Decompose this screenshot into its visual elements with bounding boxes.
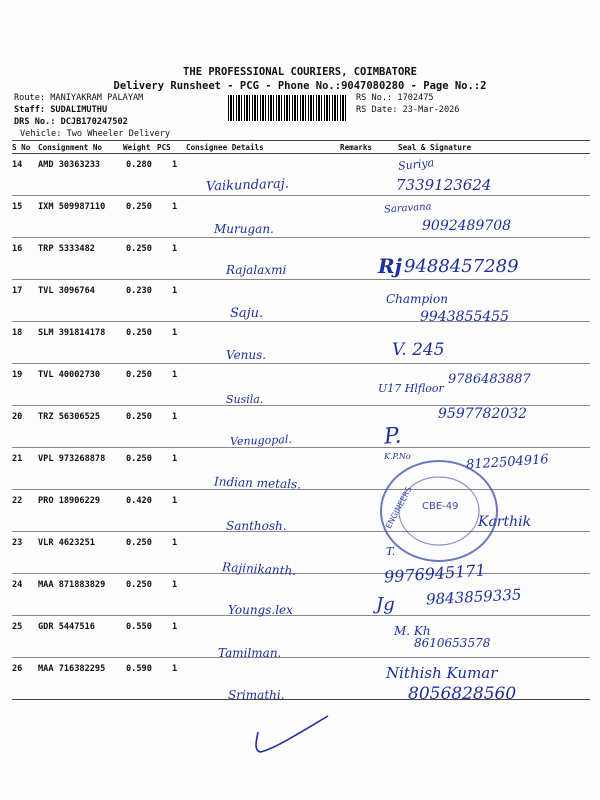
table-row xyxy=(12,532,590,574)
row-pcs: 1 xyxy=(172,244,178,254)
row-pcs: 1 xyxy=(172,412,178,422)
consignee-name: Tamilman. xyxy=(218,646,282,660)
row-weight: 0.280 xyxy=(126,160,152,170)
rubber-stamp xyxy=(376,456,502,566)
row-consignment: VLR 4623251 xyxy=(38,538,95,548)
row-sno: 25 xyxy=(12,622,23,632)
col-seal-signature: Seal & Signature xyxy=(398,143,472,152)
recipient-signature: Karthik xyxy=(478,514,532,530)
col-sno: S No xyxy=(12,143,31,152)
row-consignment: TRP 5333482 xyxy=(38,244,95,254)
row-sno: 24 xyxy=(12,580,23,590)
recipient-phone: 8122504916 xyxy=(465,452,550,473)
consignee-name: Rajinikanth. xyxy=(221,560,297,578)
row-weight: 0.420 xyxy=(126,496,152,506)
recipient-phone: 9843859335 xyxy=(425,585,522,609)
row-weight: 0.250 xyxy=(126,202,152,212)
row-consignment: MAA 871883829 xyxy=(38,580,106,590)
row-weight: 0.250 xyxy=(126,244,152,254)
row-pcs: 1 xyxy=(172,538,178,548)
runsheet-subtitle: Delivery Runsheet - PCG - Phone No.:9047080280 - Page No.:2 xyxy=(113,80,487,92)
row-pcs: 1 xyxy=(172,328,178,338)
row-weight: 0.250 xyxy=(126,412,152,422)
row-consignment: SLM 391814178 xyxy=(38,328,106,338)
row-sno: 19 xyxy=(12,370,23,380)
col-weight: Weight xyxy=(123,143,151,152)
recipient-signature: Suriya xyxy=(397,156,435,173)
recipient-signature: K.P.No xyxy=(384,452,411,461)
row-consignment: GDR 5447516 xyxy=(38,622,95,632)
recipient-signature: Rj xyxy=(378,254,402,278)
row-pcs: 1 xyxy=(172,370,178,380)
row-weight: 0.250 xyxy=(126,370,152,380)
drs-label: DRS No.: DCJB170247502 xyxy=(14,117,128,127)
consignee-name: Srimathi. xyxy=(228,688,285,702)
route-label: Route: MANIYAKRAM PALAYAM xyxy=(14,93,144,103)
page-end-scribble xyxy=(228,712,338,756)
row-sno: 26 xyxy=(12,664,23,674)
row-weight: 0.250 xyxy=(126,538,152,548)
col-remarks: Remarks xyxy=(340,143,373,152)
recipient-signature: P. xyxy=(383,423,403,450)
recipient-phone: 9092489708 xyxy=(422,218,512,234)
row-sno: 22 xyxy=(12,496,23,506)
consignee-name: Rajalaxmi xyxy=(226,263,287,277)
stamp-center-text: CBE-49 xyxy=(422,501,459,512)
consignee-name: Susila. xyxy=(226,393,264,406)
barcode xyxy=(228,95,348,121)
row-consignment: TRZ 56306525 xyxy=(38,412,101,422)
recipient-signature: M. Kh xyxy=(394,624,431,638)
recipient-signature: Jg xyxy=(376,594,395,615)
consignee-name: Indian metals. xyxy=(213,474,302,492)
recipient-signature: T. xyxy=(386,545,396,558)
row-weight: 0.590 xyxy=(126,664,152,674)
consignee-name: Santhosh. xyxy=(226,519,287,533)
runsheet-title: THE PROFESSIONAL COURIERS, COIMBATORE xyxy=(183,66,417,78)
row-pcs: 1 xyxy=(172,622,178,632)
consignee-name: Venus. xyxy=(226,348,267,362)
staff-label: Staff: SUDALIMUTHU xyxy=(14,105,108,115)
row-sno: 15 xyxy=(12,202,23,212)
recipient-signature: Saravana xyxy=(383,201,432,216)
recipient-phone: 9786483887 xyxy=(448,372,531,387)
recipient-phone: 9943855455 xyxy=(420,309,510,325)
row-weight: 0.230 xyxy=(126,286,152,296)
row-consignment: VPL 973268878 xyxy=(38,454,106,464)
row-sno: 18 xyxy=(12,328,23,338)
row-sno: 16 xyxy=(12,244,23,254)
row-sno: 23 xyxy=(12,538,23,548)
vehicle-label: Vehicle: Two Wheeler Delivery xyxy=(20,129,171,139)
row-pcs: 1 xyxy=(172,202,178,212)
recipient-signature: Nithish Kumar xyxy=(386,664,498,682)
row-weight: 0.250 xyxy=(126,454,152,464)
row-sno: 14 xyxy=(12,160,23,170)
recipient-phone: 9488457289 xyxy=(404,256,519,277)
row-consignment: PRO 18906229 xyxy=(38,496,101,506)
row-sno: 21 xyxy=(12,454,23,464)
row-pcs: 1 xyxy=(172,580,178,590)
table-row xyxy=(12,616,590,658)
recipient-phone: 8610653578 xyxy=(414,636,491,650)
recipient-phone: 9976945171 xyxy=(383,560,487,587)
row-consignment: TVL 40002730 xyxy=(38,370,101,380)
recipient-signature: V. 245 xyxy=(392,340,445,360)
row-sno: 20 xyxy=(12,412,23,422)
table-row xyxy=(12,154,590,196)
row-consignment: MAA 716382295 xyxy=(38,664,106,674)
consignee-name: Murugan. xyxy=(214,222,274,236)
row-weight: 0.250 xyxy=(126,580,152,590)
consignee-name: Saju. xyxy=(230,306,264,321)
recipient-phone: 9597782032 xyxy=(438,406,528,422)
row-weight: 0.550 xyxy=(126,622,152,632)
recipient-signature: U17 Hlfloor xyxy=(378,382,444,395)
row-pcs: 1 xyxy=(172,286,178,296)
col-consignee-details: Consignee Details xyxy=(186,143,264,152)
consignee-name: Venugopal. xyxy=(229,432,293,449)
row-pcs: 1 xyxy=(172,160,178,170)
row-pcs: 1 xyxy=(172,454,178,464)
col-pcs: PCS xyxy=(157,143,171,152)
row-sno: 17 xyxy=(12,286,23,296)
row-pcs: 1 xyxy=(172,664,178,674)
recipient-phone: 7339123624 xyxy=(396,176,492,194)
recipient-signature: Champion xyxy=(386,292,448,306)
row-pcs: 1 xyxy=(172,496,178,506)
table-top-border xyxy=(12,140,590,141)
consignee-name: Vaikundaraj. xyxy=(205,176,290,195)
table-row xyxy=(12,322,590,364)
consignee-name: Youngs.lex xyxy=(228,603,293,617)
rs-number: RS No.: 1702475 xyxy=(356,93,434,103)
row-weight: 0.250 xyxy=(126,328,152,338)
row-consignment: IXM 509987110 xyxy=(38,202,106,212)
rs-date: RS Date: 23-Mar-2026 xyxy=(356,105,460,115)
row-consignment: TVL 3096764 xyxy=(38,286,95,296)
col-consignment: Consignment No xyxy=(38,143,103,152)
stamp-ring-text: ENGINEERS xyxy=(384,485,414,531)
recipient-phone: 8056828560 xyxy=(408,684,517,704)
row-consignment: AMD 30363233 xyxy=(38,160,101,170)
